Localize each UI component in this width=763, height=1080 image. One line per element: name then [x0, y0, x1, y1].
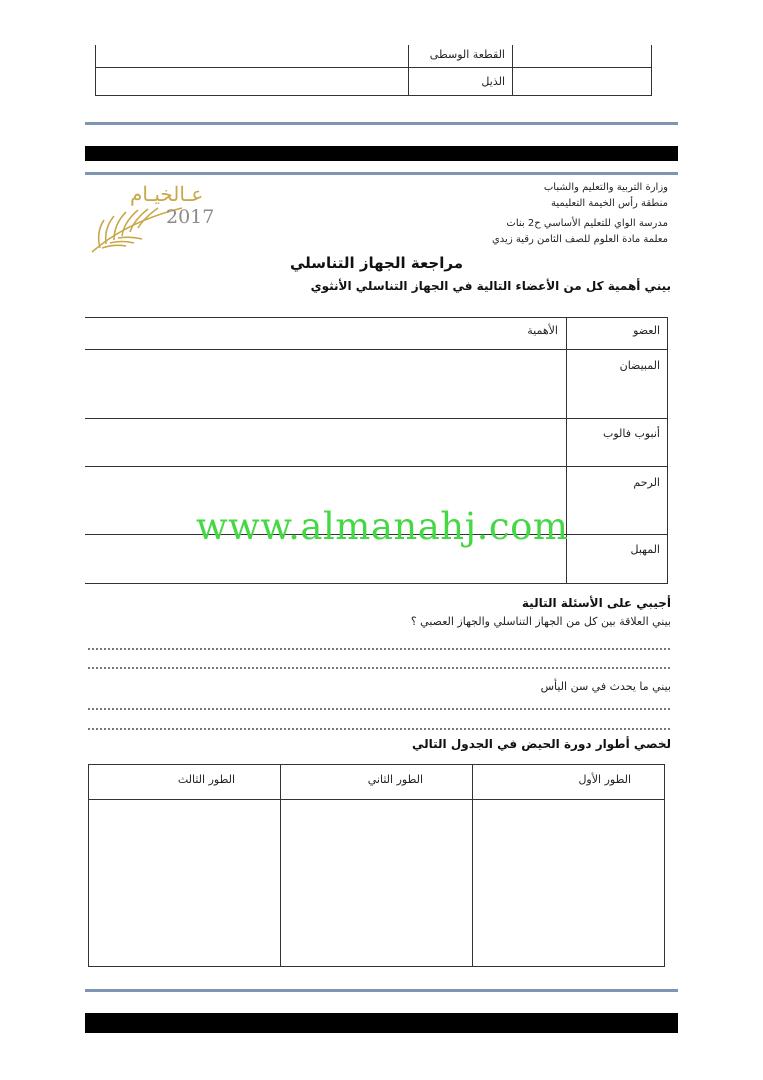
zone-line: منطقة رأس الخيمة التعليمية: [551, 198, 668, 209]
questions-heading: أجيبي على الأسئلة التالية: [521, 596, 671, 610]
prev-table-row-line: [95, 67, 652, 68]
organs-table-top: [85, 317, 668, 318]
answer-line-1[interactable]: [88, 648, 670, 650]
organ-uterus: الرحم: [633, 476, 660, 489]
school-line: مدرسة الواي للتعليم الأساسي ح2 بنات: [506, 218, 668, 229]
instruction-organs: بيني أهمية كل من الأعضاء التالية في الجهاز التناسلي الأنثوي: [310, 279, 671, 293]
page-top-rule: [85, 172, 678, 175]
year-logo: [86, 182, 226, 257]
organs-table-header-bottom: [85, 349, 668, 350]
cycle-phase-2-answer-cell[interactable]: [281, 800, 472, 966]
prev-table-cell-middle-piece: القطعة الوسطى: [429, 48, 505, 61]
answer-line-3[interactable]: [88, 708, 670, 710]
ministry-line: وزارة التربية والتعليم والشباب: [543, 182, 668, 193]
organ-ovaries: المبيضان: [619, 359, 660, 372]
page-title: مراجعة الجهاز التناسلي: [289, 254, 463, 272]
prev-table-bottom-line: [95, 95, 652, 96]
prev-table-col-divider: [408, 45, 409, 96]
cycle-phase-3-answer-cell[interactable]: [89, 800, 280, 966]
organ-vagina: المهبل: [630, 543, 660, 556]
organs-header-importance: الأهمية: [527, 324, 558, 337]
teacher-line: معلمة مادة العلوم للصف الثامن رقية زيدي: [491, 234, 668, 245]
prev-table-right-border: [651, 45, 652, 96]
watermark: www.almanahj.com: [196, 505, 569, 548]
question-2: بيني ما يحدث في سن اليأس: [540, 680, 671, 693]
page-bottom-rule: [85, 122, 678, 125]
answer-line-4[interactable]: [88, 728, 670, 730]
page-separator-bar-2: [85, 1013, 678, 1033]
prev-table-cell-tail: الذيل: [481, 75, 505, 88]
organs-table-bottom: [85, 583, 668, 584]
answer-line-2[interactable]: [88, 667, 670, 669]
instruction-menstrual-cycle: لخصي أطوار دورة الحيض في الجدول التالي: [411, 737, 671, 751]
organs-header-organ: العضو: [633, 324, 660, 337]
cycle-header-phase-3: الطور الثالث: [177, 773, 235, 786]
logo-year-text: 2017: [166, 206, 215, 228]
question-1: بيني العلاقة بين كل من الجهاز التناسلي والجهاز العصبي ؟: [410, 615, 671, 628]
organ-fallopian-tube: أنبوب فالوب: [603, 427, 660, 440]
organs-table-row1-bottom: [85, 418, 668, 419]
prev-table-left-border: [95, 45, 96, 96]
organs-table-right-border: [667, 317, 668, 584]
page-bottom-rule-2: [85, 989, 678, 992]
organs-table-row2-bottom: [85, 466, 668, 467]
cycle-header-phase-1: الطور الأول: [578, 773, 631, 786]
cycle-phase-1-answer-cell[interactable]: [473, 800, 664, 966]
prev-table-col-divider-2: [512, 45, 513, 96]
page-separator-bar: [85, 146, 678, 161]
cycle-header-phase-2: الطور الثاني: [367, 773, 423, 786]
logo-script-text: عـالخيـام: [130, 182, 204, 206]
